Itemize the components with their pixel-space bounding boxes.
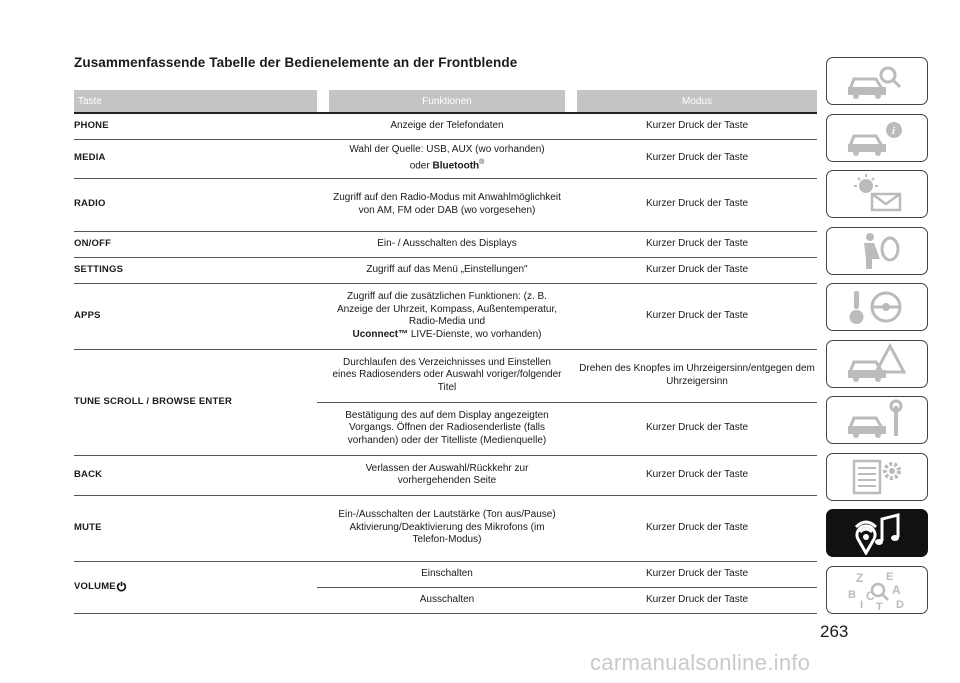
alphabet-index-icon	[842, 568, 912, 612]
index-letter: C	[866, 588, 875, 603]
key-phone: PHONE	[74, 113, 317, 139]
mute-fn-line1: Ein-/Ausschalten der Lautstärke (Ton aus/Pause)	[338, 509, 556, 521]
data-gear-icon	[842, 455, 912, 499]
table-row	[74, 455, 817, 495]
mode-tune-press: Kurzer Druck der Taste	[577, 402, 817, 455]
mode-volume-on: Kurzer Druck der Taste	[577, 561, 817, 587]
multimedia-icon	[842, 511, 912, 555]
function-mute	[329, 495, 565, 561]
chapter-tab-car-search[interactable]	[826, 57, 928, 105]
header-funktionen: Funktionen	[329, 90, 565, 113]
registered-mark: ®	[479, 158, 485, 166]
chapter-tab-car-info[interactable]	[826, 114, 928, 162]
light-envelope-icon	[842, 172, 912, 216]
media-fn-prefix: oder	[409, 160, 430, 172]
volume-label: VOLUME	[74, 580, 116, 592]
function-tune-rotate: Durchlaufen des Verzeichnisses und Einstellen eines Radiosenders oder Auswahl voriger/folgender Titel	[329, 349, 565, 402]
page-title: Zusammenfassende Tabelle der Bedienelemente an der Frontblende	[74, 55, 518, 70]
car-search-icon	[842, 59, 912, 103]
table-row	[74, 349, 817, 402]
header-gap	[317, 90, 329, 113]
function-media	[329, 139, 565, 178]
key-volume	[74, 561, 317, 613]
mode-back: Kurzer Druck der Taste	[577, 455, 817, 495]
table-row	[74, 495, 817, 561]
key-back: BACK	[74, 455, 317, 495]
mute-fn-line2: Aktivierung/Deaktivierung des Mikrofons (im Telefon-Modus)	[349, 521, 545, 546]
index-letter: Z	[856, 570, 864, 585]
mode-settings: Kurzer Druck der Taste	[577, 257, 817, 283]
function-volume-off: Ausschalten	[329, 587, 565, 613]
index-letter: I	[860, 598, 864, 611]
bluetooth-brand: Bluetooth	[432, 160, 480, 172]
header-taste: Taste	[74, 90, 317, 113]
function-phone: Anzeige der Telefondaten	[329, 113, 565, 139]
index-letter: D	[896, 598, 904, 611]
index-letter: E	[886, 570, 894, 583]
mode-radio: Kurzer Druck der Taste	[577, 178, 817, 231]
key-mute: MUTE	[74, 495, 317, 561]
chapter-tab-light-envelope[interactable]	[826, 170, 928, 218]
apps-fn-tail: LIVE-Dienste, wo vorhanden)	[410, 328, 542, 340]
apps-fn-main: Zugriff auf die zusätzlichen Funktionen: (z. B. Anzeige der Uhrzeit, Kompass, Außentemperatur, Radio-Media und	[336, 291, 558, 327]
mode-volume-off: Kurzer Druck der Taste	[577, 587, 817, 613]
function-back: Verlassen der Auswahl/Rückkehr zur vorhergehenden Seite	[329, 455, 565, 495]
function-tune-press: Bestätigung des auf dem Display angezeigten Vorgangs. Öffnen der Radiosenderliste (falls vorhanden) oder der Titelliste (Medienquelle)	[329, 402, 565, 455]
key-settings: SETTINGS	[74, 257, 317, 283]
header-modus: Modus	[577, 90, 817, 113]
table-row	[74, 283, 817, 349]
chapter-tab-airbag[interactable]	[826, 227, 928, 275]
key-onoff: ON/OFF	[74, 231, 317, 257]
mode-phone: Kurzer Druck der Taste	[577, 113, 817, 139]
car-wrench-icon	[842, 398, 912, 442]
function-onoff: Ein- / Ausschalten des Displays	[329, 231, 565, 257]
page-number: 263	[820, 622, 849, 641]
function-volume-on: Einschalten	[329, 561, 565, 587]
table-row	[74, 561, 817, 587]
table-row	[74, 113, 817, 139]
table-row	[74, 231, 817, 257]
chapter-tab-car-warning[interactable]	[826, 340, 928, 388]
uconnect-brand: Uconnect™	[352, 328, 409, 340]
chapter-tab-key-steering[interactable]	[826, 283, 928, 331]
chapter-tab-data-gear[interactable]	[826, 453, 928, 501]
key-radio: RADIO	[74, 178, 317, 231]
table-row	[74, 139, 817, 178]
mode-tune-rotate: Drehen des Knopfes im Uhrzeigersinn/entgegen dem Uhrzeigersinn	[577, 349, 817, 402]
key-tune: TUNE SCROLL / BROWSE ENTER	[74, 349, 317, 455]
function-settings: Zugriff auf das Menü „Einstellungen"	[329, 257, 565, 283]
svg-text:i: i	[892, 124, 896, 137]
mode-apps: Kurzer Druck der Taste	[577, 283, 817, 349]
key-apps: APPS	[74, 283, 317, 349]
key-steering-wheel-icon	[842, 285, 912, 329]
chapter-tab-car-wrench[interactable]	[826, 396, 928, 444]
table-header-row	[74, 90, 817, 113]
index-letter: A	[892, 582, 901, 597]
index-letter: B	[848, 588, 856, 601]
key-media: MEDIA	[74, 139, 317, 178]
mode-onoff: Kurzer Druck der Taste	[577, 231, 817, 257]
controls-table	[74, 90, 817, 614]
chapter-sidebar	[826, 57, 930, 622]
table-row	[74, 178, 817, 231]
function-radio: Zugriff auf den Radio-Modus mit Anwahlmöglichkeit von AM, FM oder DAB (wo vorgesehen)	[329, 178, 565, 231]
watermark: carmanualsonline.info	[590, 650, 811, 675]
mode-media: Kurzer Druck der Taste	[577, 139, 817, 178]
chapter-tab-alphabet-index[interactable]	[826, 566, 928, 614]
airbag-seat-icon	[842, 229, 912, 273]
chapter-tab-multimedia[interactable]	[826, 509, 928, 557]
car-warning-icon	[842, 342, 912, 386]
car-info-icon	[842, 116, 912, 160]
media-fn-line: Wahl der Quelle: USB, AUX (wo vorhanden)	[349, 144, 545, 156]
table-row	[74, 257, 817, 283]
power-icon	[116, 581, 127, 592]
function-apps	[329, 283, 565, 349]
mode-mute: Kurzer Druck der Taste	[577, 495, 817, 561]
header-gap	[565, 90, 577, 113]
index-letter: T	[876, 600, 883, 612]
